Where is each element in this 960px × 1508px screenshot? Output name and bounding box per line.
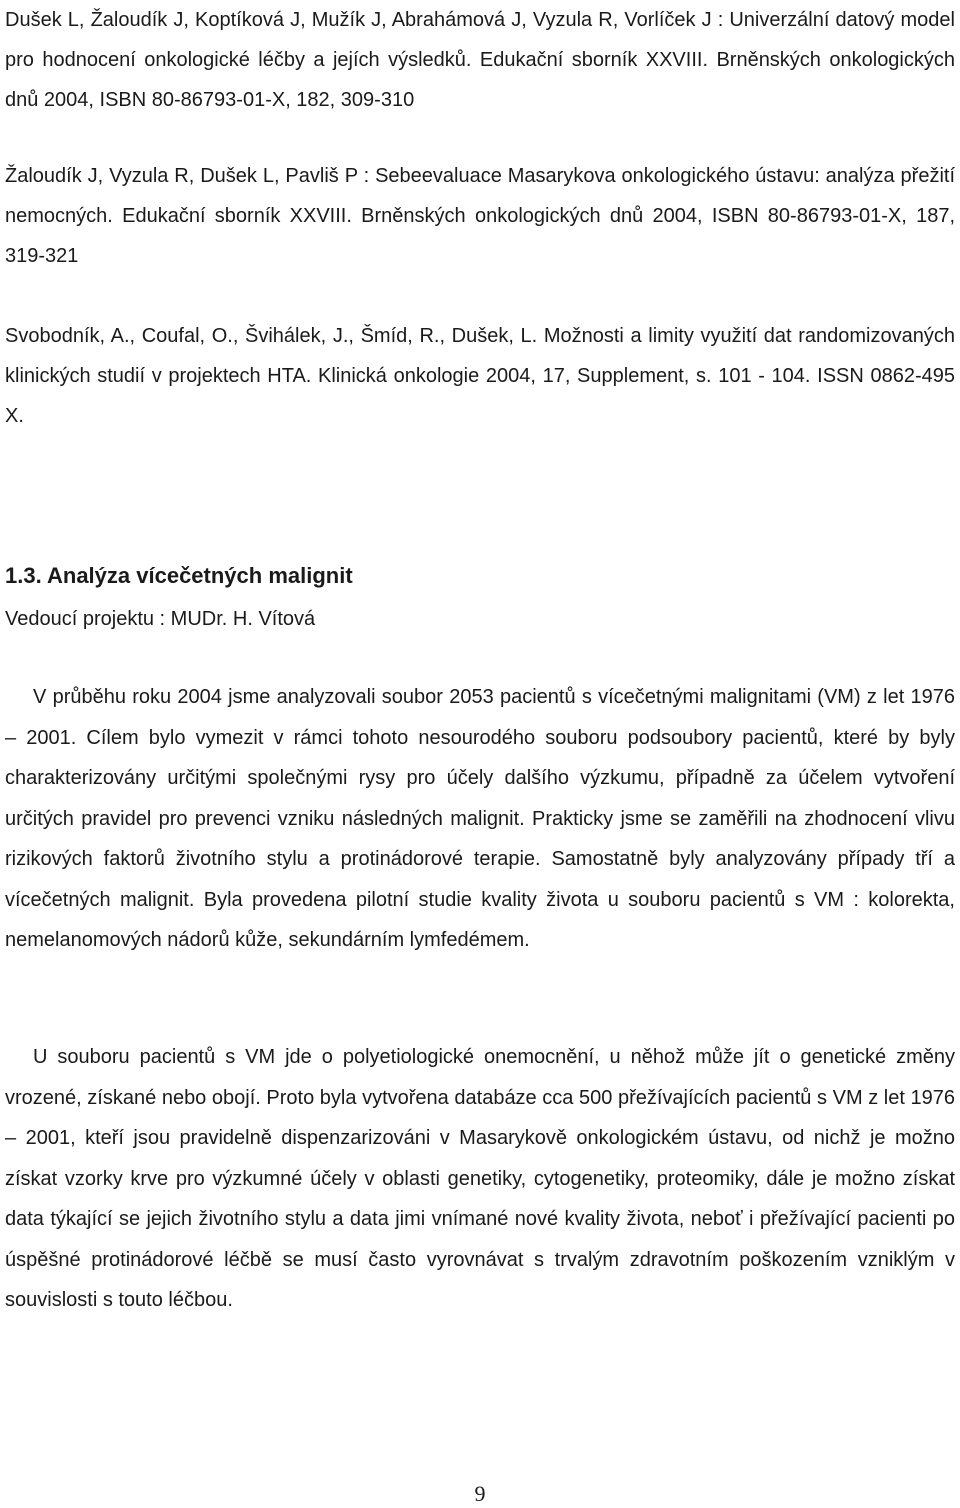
page-number: 9	[474, 1481, 486, 1506]
body-paragraph: U souboru pacientů s VM jde o polyetiologické onemocnění, u něhož může jít o genetické změny vrozené, získané nebo obojí. Proto byla vytvořena databáze cca 500 přežívajících pacientů s VM z let 1976 – 2001, kteří jsou pravidelně dispenzarizováni v Masarykově onkologickém ústavu, od nichž je možno získat vzorky krve pro výzkumné účely v oblasti genetiky, cytogenetiky, proteomiky, dále je možno získat data týkající se jejich životního stylu a data jimi vnímané nové kvality života, neboť i přežívající pacienti po úspěšné protinádorové léčbě se musí často vyrovnávat s trvalým zdravotním poškozením vzniklým v souvislosti s touto léčbou.	[5, 1046, 955, 1311]
body-paragraph: V průběhu roku 2004 jsme analyzovali soubor 2053 pacientů s vícečetnými malignitami (VM) z let 1976 – 2001. Cílem bylo vymezit v rámci tohoto nesourodého souboru podsoubory pacientů, které by byly charakterizovány určitými společnými rysy pro účely dalšího výzkumu, případně za účelem vytvoření určitých pravidel pro prevenci vzniku následných malignit. Prakticky jsme se zaměřili na zhodnocení vlivu rizikových faktorů životního stylu a protinádorové terapie. Samostatně byly analyzovány případy tří a vícečetných malignit. Byla provedena pilotní studie kvality života u souboru pacientů s VM : kolorekta, nemelanomových nádorů kůže, sekundárním lymfedémem.	[5, 686, 955, 951]
reference-entry: Žaloudík J, Vyzula R, Dušek L, Pavliš P : Sebeevaluace Masarykova onkologického ústavu: analýza přežití nemocných. Edukační sborník XXVIII. Brněnských onkologických dnů 2004, ISBN 80-86793-01-X, 187, 319-321	[5, 165, 955, 267]
reference-entry: Svobodník, A., Coufal, O., Švihálek, J., Šmíd, R., Dušek, L. Možnosti a limity využití dat randomizovaných klinických studií v projektech HTA. Klinická onkologie 2004, 17, Supplement, s. 101 - 104. ISSN 0862-495 X.	[5, 325, 955, 427]
project-leader: Vedoucí projektu : MUDr. H. Vítová	[5, 608, 316, 630]
section-heading: 1.3. Analýza vícečetných malignit	[5, 563, 353, 588]
reference-entry: Dušek L, Žaloudík J, Koptíková J, Mužík J, Abrahámová J, Vyzula R, Vorlíček J : Univerzální datový model pro hodnocení onkologické léčby a jejích výsledků. Edukační sborník XXVIII. Brněnských onkologických dnů 2004, ISBN 80-86793-01-X, 182, 309-310	[5, 9, 955, 111]
document-page	[5, 0, 955, 1505]
